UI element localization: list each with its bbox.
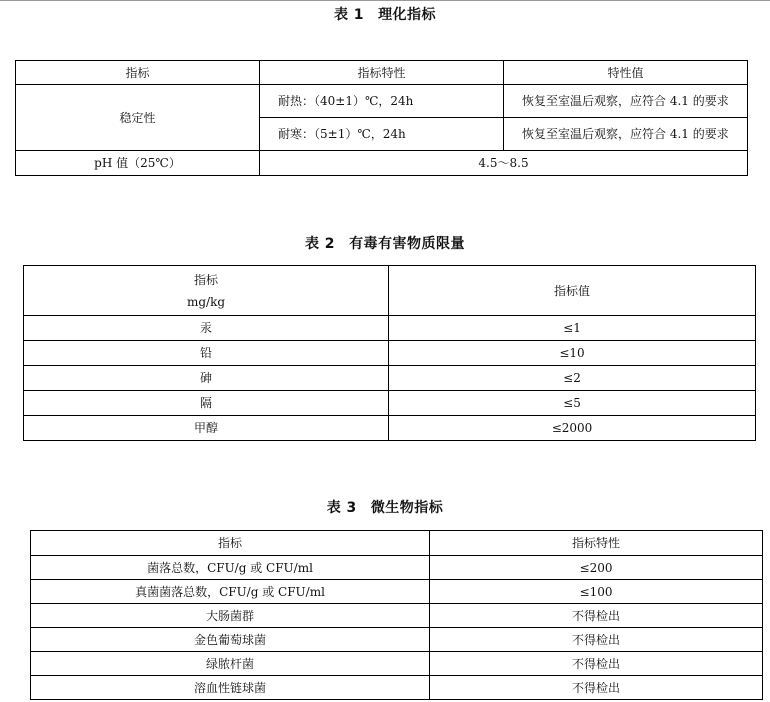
- table2-header-indicator: [24, 266, 389, 316]
- table1-stability-cell: 稳定性: [16, 85, 260, 151]
- table1-cold-value: 恢复至室温后观察，应符合 4.1 的要求: [504, 118, 748, 151]
- table3-row-value: ≤100: [430, 580, 763, 604]
- table-row: [24, 366, 756, 391]
- table1-row-heat: [16, 85, 748, 118]
- table1-heat-condition: 耐热：（40±1）℃，24h: [260, 85, 504, 118]
- table2-row-value: ≤10: [389, 341, 756, 366]
- table3-row-name: 金色葡萄球菌: [31, 628, 430, 652]
- table-row: [24, 316, 756, 341]
- table3-row-name: 菌落总数，CFU/g 或 CFU/ml: [31, 556, 430, 580]
- table3-row-name: 绿脓杆菌: [31, 652, 430, 676]
- table2-row-name: 砷: [24, 366, 389, 391]
- table2-toxic-limits: [23, 265, 756, 441]
- table3-row-name: 真菌菌落总数，CFU/g 或 CFU/ml: [31, 580, 430, 604]
- table2-header-label: 指标: [193, 272, 218, 287]
- table1-caption-number: 表 1: [333, 7, 365, 23]
- table1-ph-label: pH 值（25℃）: [16, 151, 260, 176]
- table3-row-value: 不得检出: [430, 604, 763, 628]
- table1-header-value: 特性值: [504, 61, 748, 85]
- table3-caption: [0, 497, 770, 517]
- table2-row-name: 隔: [24, 391, 389, 416]
- table-row: [31, 604, 763, 628]
- table3-caption-number: 表 3: [326, 500, 357, 516]
- table1-row-ph: [16, 151, 748, 176]
- table2-header-value: 指标值: [389, 266, 756, 316]
- table2-row-name: 铅: [24, 341, 389, 366]
- table3-row-value: ≤200: [430, 556, 763, 580]
- top-divider: [0, 0, 770, 1]
- table3-header-row: [31, 531, 763, 556]
- table1-ph-value: 4.5～8.5: [260, 151, 748, 176]
- table3-header-property: 指标特性: [430, 531, 763, 556]
- table3-header-indicator: 指标: [31, 531, 430, 556]
- table2-row-value: ≤2000: [389, 416, 756, 441]
- table2-caption-number: 表 2: [304, 236, 336, 252]
- table2-header-row: [24, 266, 756, 316]
- table2-row-value: ≤1: [389, 316, 756, 341]
- table-row: [31, 580, 763, 604]
- table3-microbial: [30, 530, 763, 700]
- table2-caption: [0, 233, 770, 253]
- table3-row-name: 大肠菌群: [31, 604, 430, 628]
- table1-header-row: [16, 61, 748, 85]
- table-row: [24, 341, 756, 366]
- table3-row-value: 不得检出: [430, 628, 763, 652]
- table1-cold-condition: 耐寒：（5±1）℃，24h: [260, 118, 504, 151]
- table2-header-unit: mg/kg: [186, 294, 226, 309]
- table3-row-name: 溶血性链球菌: [31, 676, 430, 700]
- table2-row-name: 甲醇: [24, 416, 389, 441]
- table1-header-indicator: 指标: [16, 61, 260, 85]
- table1-heat-value: 恢复至室温后观察，应符合 4.1 的要求: [504, 85, 748, 118]
- table1-header-property: 指标特性: [260, 61, 504, 85]
- table-row: [24, 391, 756, 416]
- table-row: [24, 416, 756, 441]
- table3-caption-title: 微生物指标: [370, 500, 444, 516]
- table1-caption: [0, 4, 770, 24]
- table2-row-value: ≤5: [389, 391, 756, 416]
- table3-row-value: 不得检出: [430, 652, 763, 676]
- table-row: [31, 652, 763, 676]
- table-row: [31, 556, 763, 580]
- table-row: [31, 676, 763, 700]
- table3-row-value: 不得检出: [430, 676, 763, 700]
- table1-caption-title: 理化指标: [378, 7, 437, 23]
- table2-row-name: 汞: [24, 316, 389, 341]
- table-row: [31, 628, 763, 652]
- table1-physicochemical: [15, 60, 748, 176]
- table2-row-value: ≤2: [389, 366, 756, 391]
- table2-caption-title: 有毒有害物质限量: [349, 236, 466, 252]
